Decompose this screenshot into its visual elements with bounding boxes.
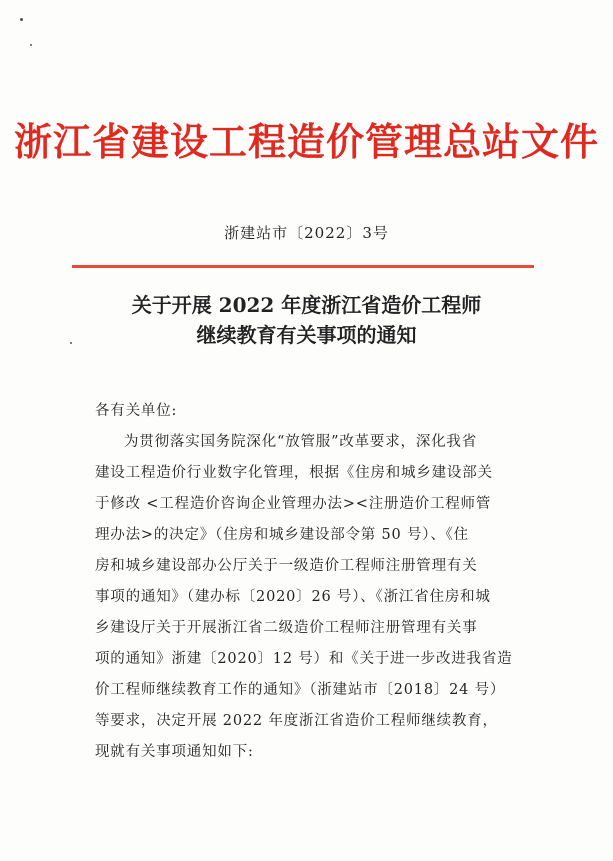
notice-title-line-1: 关于开展 2022 年度浙江省造价工程师 <box>131 293 482 317</box>
notice-body <box>95 396 535 768</box>
body-line: 事项的通知》（建办标〔2020〕26 号）、《浙江省住房和城 <box>95 589 491 605</box>
notice-title-line-2: 继续教育有关事项的通知 <box>196 323 417 347</box>
body-line: 建设工程造价行业数字化管理，根据《住房和城乡建设部关 <box>95 465 493 481</box>
body-line: 于修改 <工程造价咨询企业管理办法><注册造价工程师管 <box>95 496 492 512</box>
document-number: 浙建站市〔2022〕3号 <box>224 224 389 242</box>
body-line: 房和城乡建设部办公厅关于一级造价工程师注册管理有关 <box>95 558 478 574</box>
body-line: 价工程师继续教育工作的通知》（浙建站市〔2018〕24 号） <box>95 682 506 698</box>
notice-title <box>0 290 613 350</box>
body-line: 现就有关事项通知如下: <box>95 744 254 760</box>
header-divider-rule <box>72 265 534 268</box>
scan-speck <box>20 18 23 21</box>
body-line: 为贯彻落实国务院深化“放管服”改革要求，深化我省 <box>124 434 478 450</box>
salutation: 各有关单位: <box>95 403 178 419</box>
body-line: 项的通知》浙建〔2020〕12 号）和《关于进一步改进我省造 <box>95 651 513 667</box>
scan-speck <box>30 44 32 46</box>
body-line: 乡建设厅关于开展浙江省二级造价工程师注册管理有关事 <box>95 620 478 636</box>
body-line: 理办法>的决定》（住房和城乡建设部令第 50 号）、《住 <box>95 527 469 543</box>
issuer-header-title: 浙江省建设工程造价管理总站文件 <box>13 120 599 164</box>
body-line: 等要求，决定开展 2022 年度浙江省造价工程师继续教育， <box>95 713 498 729</box>
